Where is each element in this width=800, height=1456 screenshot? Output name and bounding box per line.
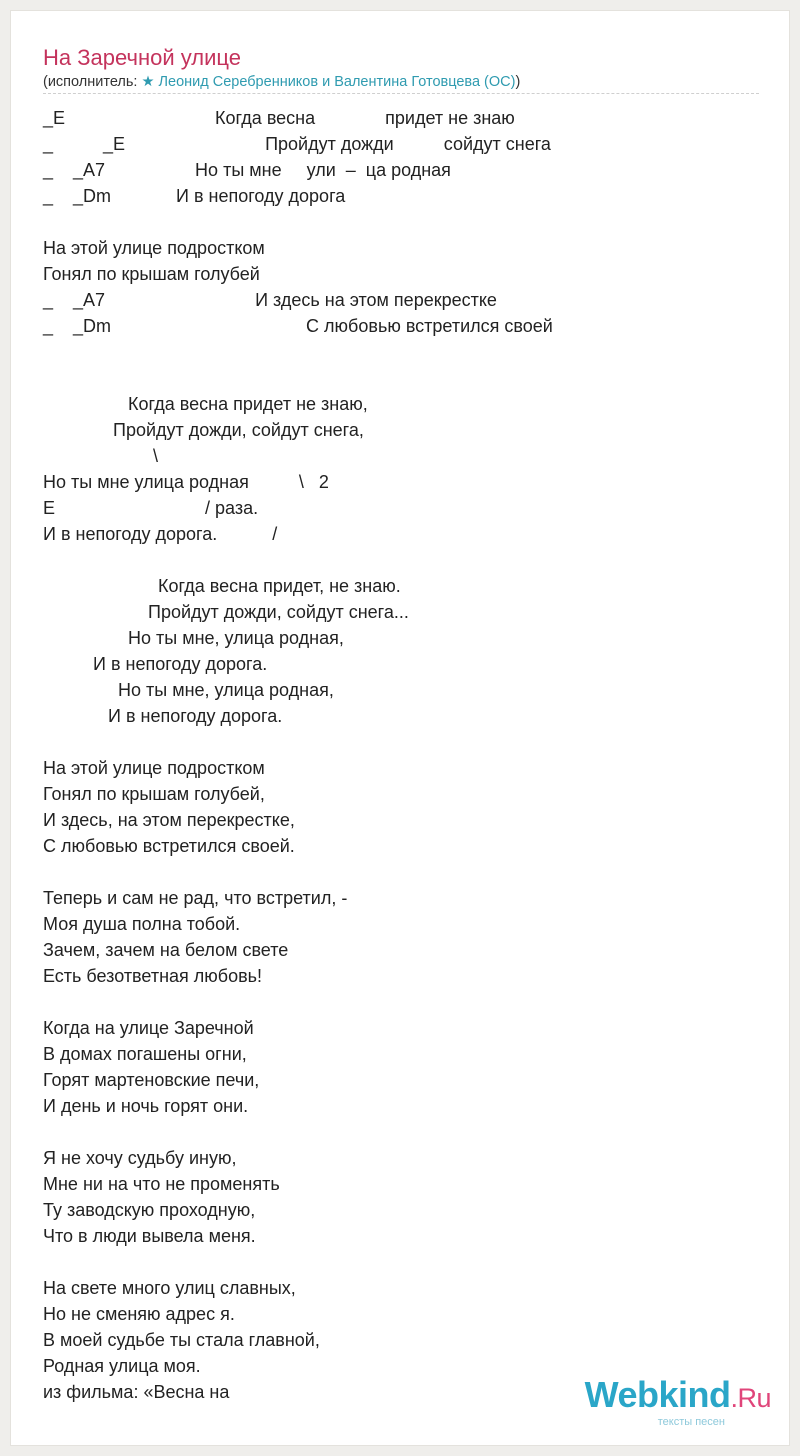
lyric-line: Моя душа полна тобой. — [43, 914, 241, 934]
lyric-line: На этой улице подростком — [43, 758, 265, 778]
lyric-line: Что в люди вывела меня. — [43, 1226, 256, 1246]
lyric-line: На этой улице подростком — [43, 238, 265, 258]
lyric-line: из фильма: «Весна на — [43, 1382, 230, 1402]
lyric-line: Но ты мне, улица родная, — [43, 628, 344, 648]
lyric-line: В моей судьбе ты стала главной, — [43, 1330, 320, 1350]
lyric-line: _ _Dm И в непогоду дорога — [43, 186, 346, 206]
lyric-line: Гонял по крышам голубей, — [43, 784, 265, 804]
lyric-line — [43, 989, 759, 1015]
lyric-line: _ _E Пройдут дожди сойдут снега — [43, 134, 551, 154]
lyric-line: E / раза. — [43, 498, 259, 518]
lyric-line: Я не хочу судьбу иную, — [43, 1148, 237, 1168]
lyric-line: _ _A7 Но ты мне ули – ца родная — [43, 160, 451, 180]
song-meta — [43, 74, 520, 90]
lyric-line: На свете много улиц славных, — [43, 1278, 296, 1298]
logo-wordmark — [571, 1374, 771, 1416]
lyric-line: И в непогоду дорога. — [43, 706, 283, 726]
lyric-line — [43, 365, 759, 391]
lyric-line: Горят мартеновские печи, — [43, 1070, 260, 1090]
lyric-line: _ _Dm С любовью встретился своей — [43, 316, 553, 336]
lyric-line: Когда на улице Заречной — [43, 1018, 254, 1038]
lyric-line: \ — [43, 446, 159, 466]
song-title: На Заречной улице — [43, 45, 241, 70]
lyric-line: Но ты мне улица родная \ 2 — [43, 472, 329, 492]
lyric-line: И в непогоду дорога. — [43, 654, 268, 674]
lyric-line: Теперь и сам не рад, что встретил, - — [43, 888, 348, 908]
meta-prefix: (исполнитель: — [43, 74, 142, 90]
lyric-line: Мне ни на что не променять — [43, 1174, 280, 1194]
lyric-line — [43, 209, 759, 235]
lyric-line: Пройдут дожди, сойдут снега, — [43, 420, 364, 440]
lyric-line: Но ты мне, улица родная, — [43, 680, 334, 700]
star-icon: ★ — [141, 74, 155, 90]
logo-tagline: тексты песен — [657, 1416, 725, 1428]
lyrics-text — [43, 105, 759, 1405]
lyric-line: В домах погашены огни, — [43, 1044, 247, 1064]
lyric-line: Когда весна придет, не знаю. — [43, 576, 401, 596]
lyric-line: _E Когда весна придет не знаю — [43, 108, 515, 128]
title-divider — [43, 93, 759, 94]
logo-name: Webkind — [584, 1374, 731, 1415]
lyric-line: И день и ночь горят они. — [43, 1096, 249, 1116]
lyric-line — [43, 547, 759, 573]
lyric-line: Пройдут дожди, сойдут снега... — [43, 602, 409, 622]
lyric-line: _ _A7 И здесь на этом перекрестке — [43, 290, 497, 310]
lyric-line: С любовью встретился своей. — [43, 836, 295, 856]
site-logo[interactable] — [571, 1374, 771, 1428]
page-card — [10, 10, 790, 1446]
lyric-line: Когда весна придет не знаю, — [43, 394, 368, 414]
lyric-line: И в непогоду дорога. / — [43, 524, 278, 544]
lyric-line — [43, 339, 759, 365]
logo-tld: .Ru — [730, 1383, 771, 1413]
artist-link[interactable]: Леонид Серебренников и Валентина Готовцева (ОС) — [158, 74, 516, 90]
lyric-line: Но не сменяю адрес я. — [43, 1304, 235, 1324]
lyric-line: Есть безответная любовь! — [43, 966, 263, 986]
lyric-line — [43, 729, 759, 755]
lyric-line: Зачем, зачем на белом свете — [43, 940, 289, 960]
lyric-line — [43, 859, 759, 885]
meta-suffix: ) — [515, 74, 521, 90]
lyric-line — [43, 1119, 759, 1145]
lyric-line: Ту заводскую проходную, — [43, 1200, 256, 1220]
lyric-line: Гонял по крышам голубей — [43, 264, 260, 284]
lyric-line: Родная улица моя. — [43, 1356, 201, 1376]
lyric-line — [43, 1249, 759, 1275]
lyric-line: И здесь, на этом перекрестке, — [43, 810, 295, 830]
